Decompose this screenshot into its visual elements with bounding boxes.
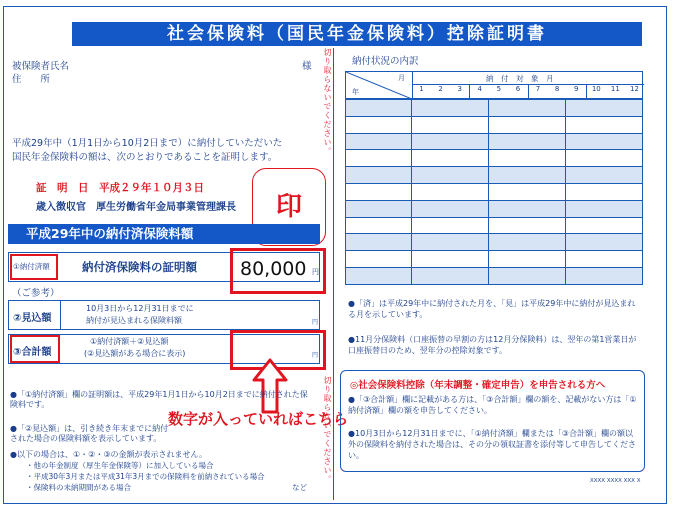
grid-row: [346, 150, 643, 167]
grid-row: [346, 133, 643, 150]
address-label: 住 所: [12, 74, 51, 85]
grid-month-cell: [566, 150, 643, 167]
grid-year-cell: [346, 200, 412, 217]
grid-month-cell: [489, 150, 566, 167]
right-note-2: ●11月分保険料（口座振替の早割の方は12月分保険料）は、翌年の第1営業日が口座振替日のため、翌年分の控除対象です。: [348, 335, 637, 355]
month-2: 2: [438, 85, 443, 93]
callout-note-2: ●10月3日から12月31日までに、「①納付済額」欄または「③合計額」欄の額以外の保険料を納付された場合は、その分の領収証書を添付等して申告してください。: [348, 429, 636, 460]
grid-year-cell: [346, 234, 412, 251]
left-subnote-2: ・平成30年3月または平成31年3月までの保険料を前納されている場合: [26, 472, 265, 481]
annotation-text: 数字が入っていればこちら: [168, 410, 349, 428]
grid-year-cell: [346, 150, 412, 167]
grid-month-cell: [412, 133, 489, 150]
grid-year-cell: [346, 217, 412, 234]
row3-unit: 円: [312, 352, 319, 359]
grid-row: [346, 116, 643, 133]
grid-month-cell: [489, 267, 566, 284]
center-divider: [333, 48, 334, 500]
grid-row: [346, 267, 643, 284]
target-months-label: 納 付 対 象 月: [486, 74, 554, 83]
grid-row: [346, 251, 643, 268]
grid-month-cell: [566, 267, 643, 284]
month-cells: [412, 85, 644, 99]
grid-month-cell: [412, 251, 489, 268]
row3-line2: (②見込額がある場合に表示): [84, 349, 186, 358]
grid-month-cell: [566, 100, 643, 117]
grid-month-cell: [412, 200, 489, 217]
row2-divider: [60, 300, 61, 330]
grid-year-cell: [346, 116, 412, 133]
cut-notice-bottom: 切り取らないでください。: [323, 376, 332, 484]
breakdown-title: 納付状況の内訳: [352, 56, 419, 67]
grid-month-cell: [412, 183, 489, 200]
left-note-1: ●「①納付済額」欄の証明額は、平成29年1月1日から10月2日までに納付された保険料です。: [10, 390, 308, 409]
month-11: 11: [610, 85, 620, 93]
grid-month-cell: [489, 116, 566, 133]
grid-row: [346, 183, 643, 200]
paid-amount: 80,000: [240, 258, 307, 280]
grid-month-cell: [566, 133, 643, 150]
grid-month-cell: [566, 234, 643, 251]
grid-month-cell: [489, 217, 566, 234]
grid-month-cell: [489, 183, 566, 200]
right-note-1: ●「済」は平成29年中に納付された月を、「見」は平成29年中に納付が見込まれる月を示しています。: [348, 299, 636, 319]
grid-month-cell: [489, 100, 566, 117]
grid-month-cell: [566, 251, 643, 268]
intro-line-1: 平成29年中（1月1日から10月2日まで）に納付していただいた: [12, 138, 283, 149]
grid-month-cell: [489, 251, 566, 268]
month-label: 月: [398, 74, 405, 82]
grid-month-cell: [566, 183, 643, 200]
left-subnote-3: ・保険料の未納期間がある場合: [26, 483, 131, 492]
month-5: 5: [496, 85, 502, 93]
grid-row: [346, 234, 643, 251]
grid-year-cell: [346, 133, 412, 150]
honorific: 様: [302, 61, 312, 72]
grid-month-cell: [489, 133, 566, 150]
grid-month-cell: [566, 167, 643, 184]
row3-line1: ①納付済額＋②見込額: [90, 337, 169, 346]
grid-month-cell: [412, 116, 489, 133]
grid-month-cell: [412, 234, 489, 251]
left-subnote-1: ・他の年金制度（厚生年金保険等）に加入している場合: [26, 461, 214, 470]
footer-code: XXXX XXXX XXX X: [590, 478, 641, 484]
section-title: 平成29年中の納付済保険料額: [8, 224, 320, 244]
grid-month-cell: [566, 200, 643, 217]
breakdown-header: [345, 71, 643, 99]
certification-date: 証 明 日 平成２９年１０月３日: [36, 182, 204, 194]
month-4: 4: [477, 85, 483, 93]
grid-month-cell: [412, 167, 489, 184]
grid-month-cell: [489, 167, 566, 184]
grid-row: [346, 100, 643, 117]
row1-tag: ①納付済額: [13, 262, 50, 271]
left-note-2: ●「②見込額」は、引き続き年末までに納付された場合の保険料額を表示しています。: [10, 424, 169, 443]
cut-notice-top: 切り取らないでください。: [323, 48, 332, 156]
callout-note-1: ●「③合計額」欄に記載がある方は、「③合計額」欄の額を、記載がない方は「①納付済額」欄の額を申告してください。: [348, 395, 637, 415]
seal-stamp: 印: [252, 168, 326, 246]
grid-month-cell: [412, 267, 489, 284]
grid-month-cell: [566, 116, 643, 133]
left-note-3: ●以下の場合は、①・②・③の金額が表示されません。: [10, 450, 207, 459]
issuer: 歳入徴収官 厚生労働省年金局事業管理課長: [36, 202, 236, 213]
breakdown-grid: [345, 99, 643, 285]
grid-year-cell: [346, 267, 412, 284]
grid-year-cell: [346, 183, 412, 200]
callout-title: ◎社会保険料控除（年末調整・確定申告）を申告される方へ: [350, 380, 606, 391]
year-label: 年: [352, 88, 359, 96]
row3-tag: ③合計額: [13, 347, 52, 358]
row2-tag: ②見込額: [13, 313, 52, 324]
grid-month-cell: [566, 217, 643, 234]
grid-row: [346, 217, 643, 234]
row2-line2: 納付が見込まれる保険料額: [86, 316, 182, 325]
grid-row: [346, 200, 643, 217]
month-8: 8: [554, 85, 560, 93]
grid-month-cell: [489, 234, 566, 251]
month-6: 6: [515, 85, 521, 93]
month-7: 7: [535, 85, 541, 93]
grid-month-cell: [489, 200, 566, 217]
document-title: 社会保険料（国民年金保険料）控除証明書: [72, 22, 642, 46]
grid-month-cell: [412, 150, 489, 167]
grid-year-cell: [346, 167, 412, 184]
grid-year-cell: [346, 100, 412, 117]
month-3: 3: [457, 85, 462, 93]
intro-line-2: 国民年金保険料の額は、次のとおりであることを証明します。: [12, 152, 278, 163]
month-1: 1: [419, 85, 424, 93]
insured-name-label: 被保険者氏名: [12, 61, 70, 72]
grid-row: [346, 167, 643, 184]
month-9: 9: [573, 85, 579, 93]
month-10: 10: [591, 85, 601, 93]
row1-label: 納付済保険料の証明額: [82, 260, 197, 274]
row2-line1: 10月3日から12月31日までに: [86, 304, 194, 313]
grid-month-cell: [412, 100, 489, 117]
row2-unit: 円: [312, 319, 319, 326]
month-12: 12: [629, 85, 639, 93]
grid-year-cell: [346, 251, 412, 268]
reference-label: （ご参考）: [12, 288, 60, 299]
grid-month-cell: [412, 217, 489, 234]
paid-amount-unit: 円: [312, 268, 319, 276]
left-subnote-tail: など: [292, 483, 307, 492]
